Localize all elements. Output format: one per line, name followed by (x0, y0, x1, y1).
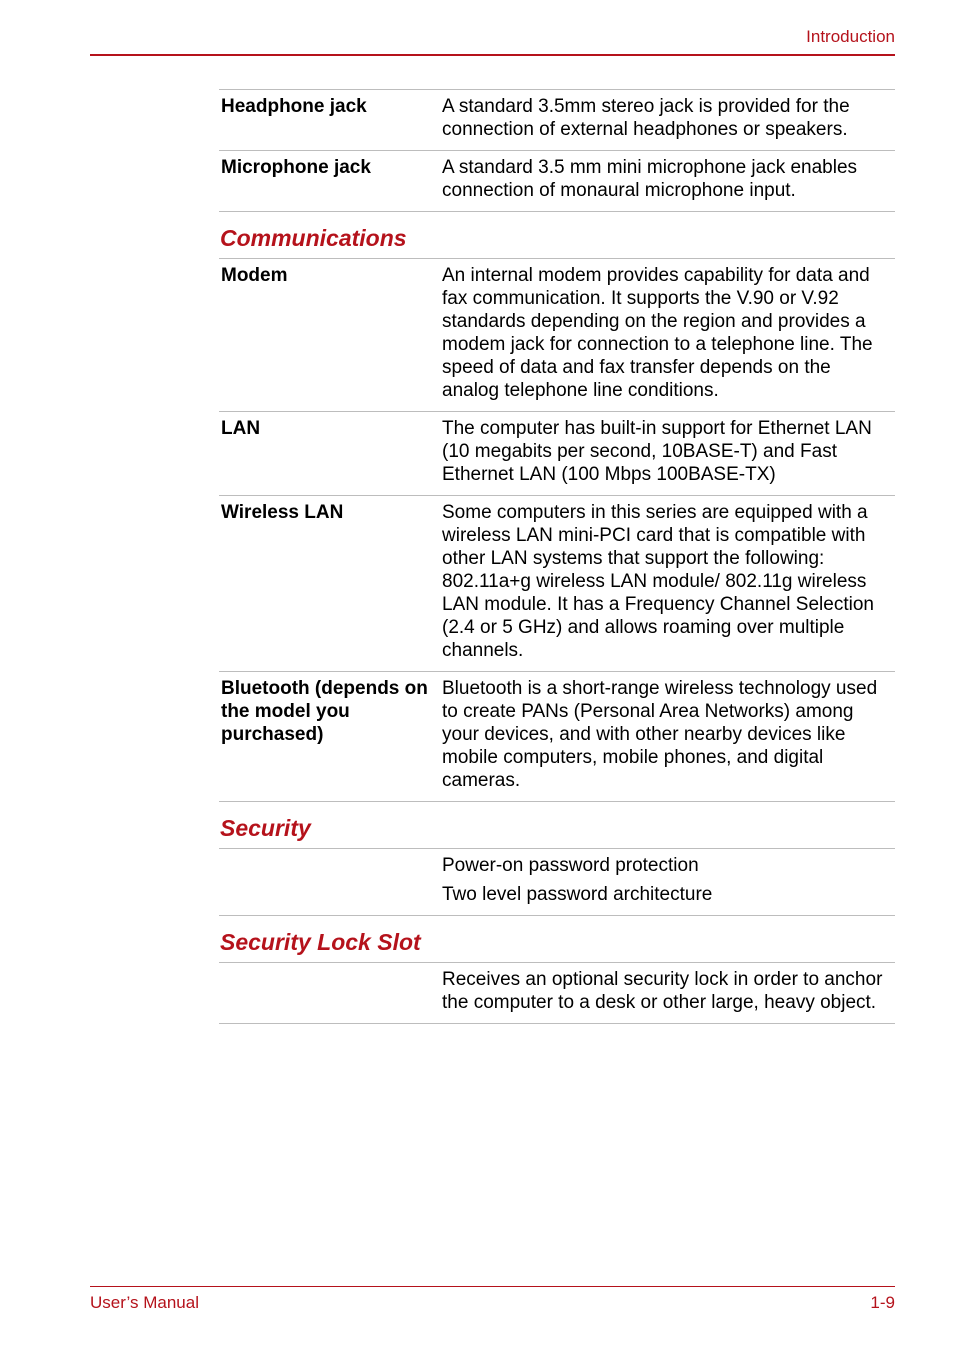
spec-row-lan (219, 411, 895, 495)
spec-row-microphone-jack (219, 150, 895, 212)
header-rule (90, 54, 895, 56)
spec-desc: The computer has built-in support for Ethernet LAN (10 megabits per second, 10BASE-T) and Fast Ethernet LAN (100 Mbps 100BASE-TX) (442, 418, 872, 485)
spec-desc: Bluetooth is a short-range wireless technology used to create PANs (Personal Area Networks) among your devices, and with other nearby devices like mobile computers, mobile phones, and digital cameras. (442, 678, 878, 791)
spec-term: LAN (221, 418, 261, 439)
spec-term: Wireless LAN (221, 502, 344, 523)
spec-term: Microphone jack (221, 157, 371, 178)
spec-desc: A standard 3.5 mm mini microphone jack enables connection of monaural microphone input. (442, 157, 858, 201)
spec-term-empty (219, 854, 442, 906)
spec-row-security-lock-slot (219, 962, 895, 1024)
spec-row-security (219, 848, 895, 916)
spec-desc: Receives an optional security lock in order to anchor the computer to a desk or other large, heavy object. (442, 969, 883, 1013)
page-number: 1-9 (870, 1293, 895, 1312)
spec-term: Bluetooth (depends on the model you purchased) (221, 678, 428, 745)
spec-row-wireless-lan (219, 495, 895, 671)
spec-term: Modem (221, 265, 288, 286)
spec-content (219, 89, 895, 1024)
section-heading-communications: Communications (220, 225, 407, 251)
spec-row-headphone-jack (219, 89, 895, 150)
footer-rule (90, 1286, 895, 1287)
footer-manual-title: User’s Manual (90, 1293, 199, 1312)
spec-term: Headphone jack (221, 96, 367, 117)
spec-row-modem (219, 258, 895, 411)
section-heading-security-lock-slot: Security Lock Slot (220, 929, 421, 955)
section-heading-security: Security (220, 815, 311, 841)
spec-desc: A standard 3.5mm stereo jack is provided for the connection of external headphones or speakers. (442, 96, 850, 140)
spec-desc (442, 854, 895, 906)
spec-row-bluetooth (219, 671, 895, 802)
spec-desc: An internal modem provides capability for data and fax communication. It supports the V.90 or V.92 standards depending on the region and provides a modem jack for connection to a telephone line. The speed of data and fax transfer depends on the analog telephone line conditions. (442, 265, 873, 401)
security-item: Power-on password protection (442, 855, 699, 876)
spec-term-empty (219, 968, 442, 1014)
security-item: Two level password architecture (442, 884, 713, 905)
running-header: Introduction (806, 27, 895, 46)
spec-desc: Some computers in this series are equipped with a wireless LAN mini-PCI card that is compatible with other LAN systems that support the following: 802.11a+g wireless LAN module/ 802.11g wireless LAN module. It has a Frequency Channel Selection (2.4 or 5 GHz) and allows roaming over multiple channels. (442, 502, 874, 661)
